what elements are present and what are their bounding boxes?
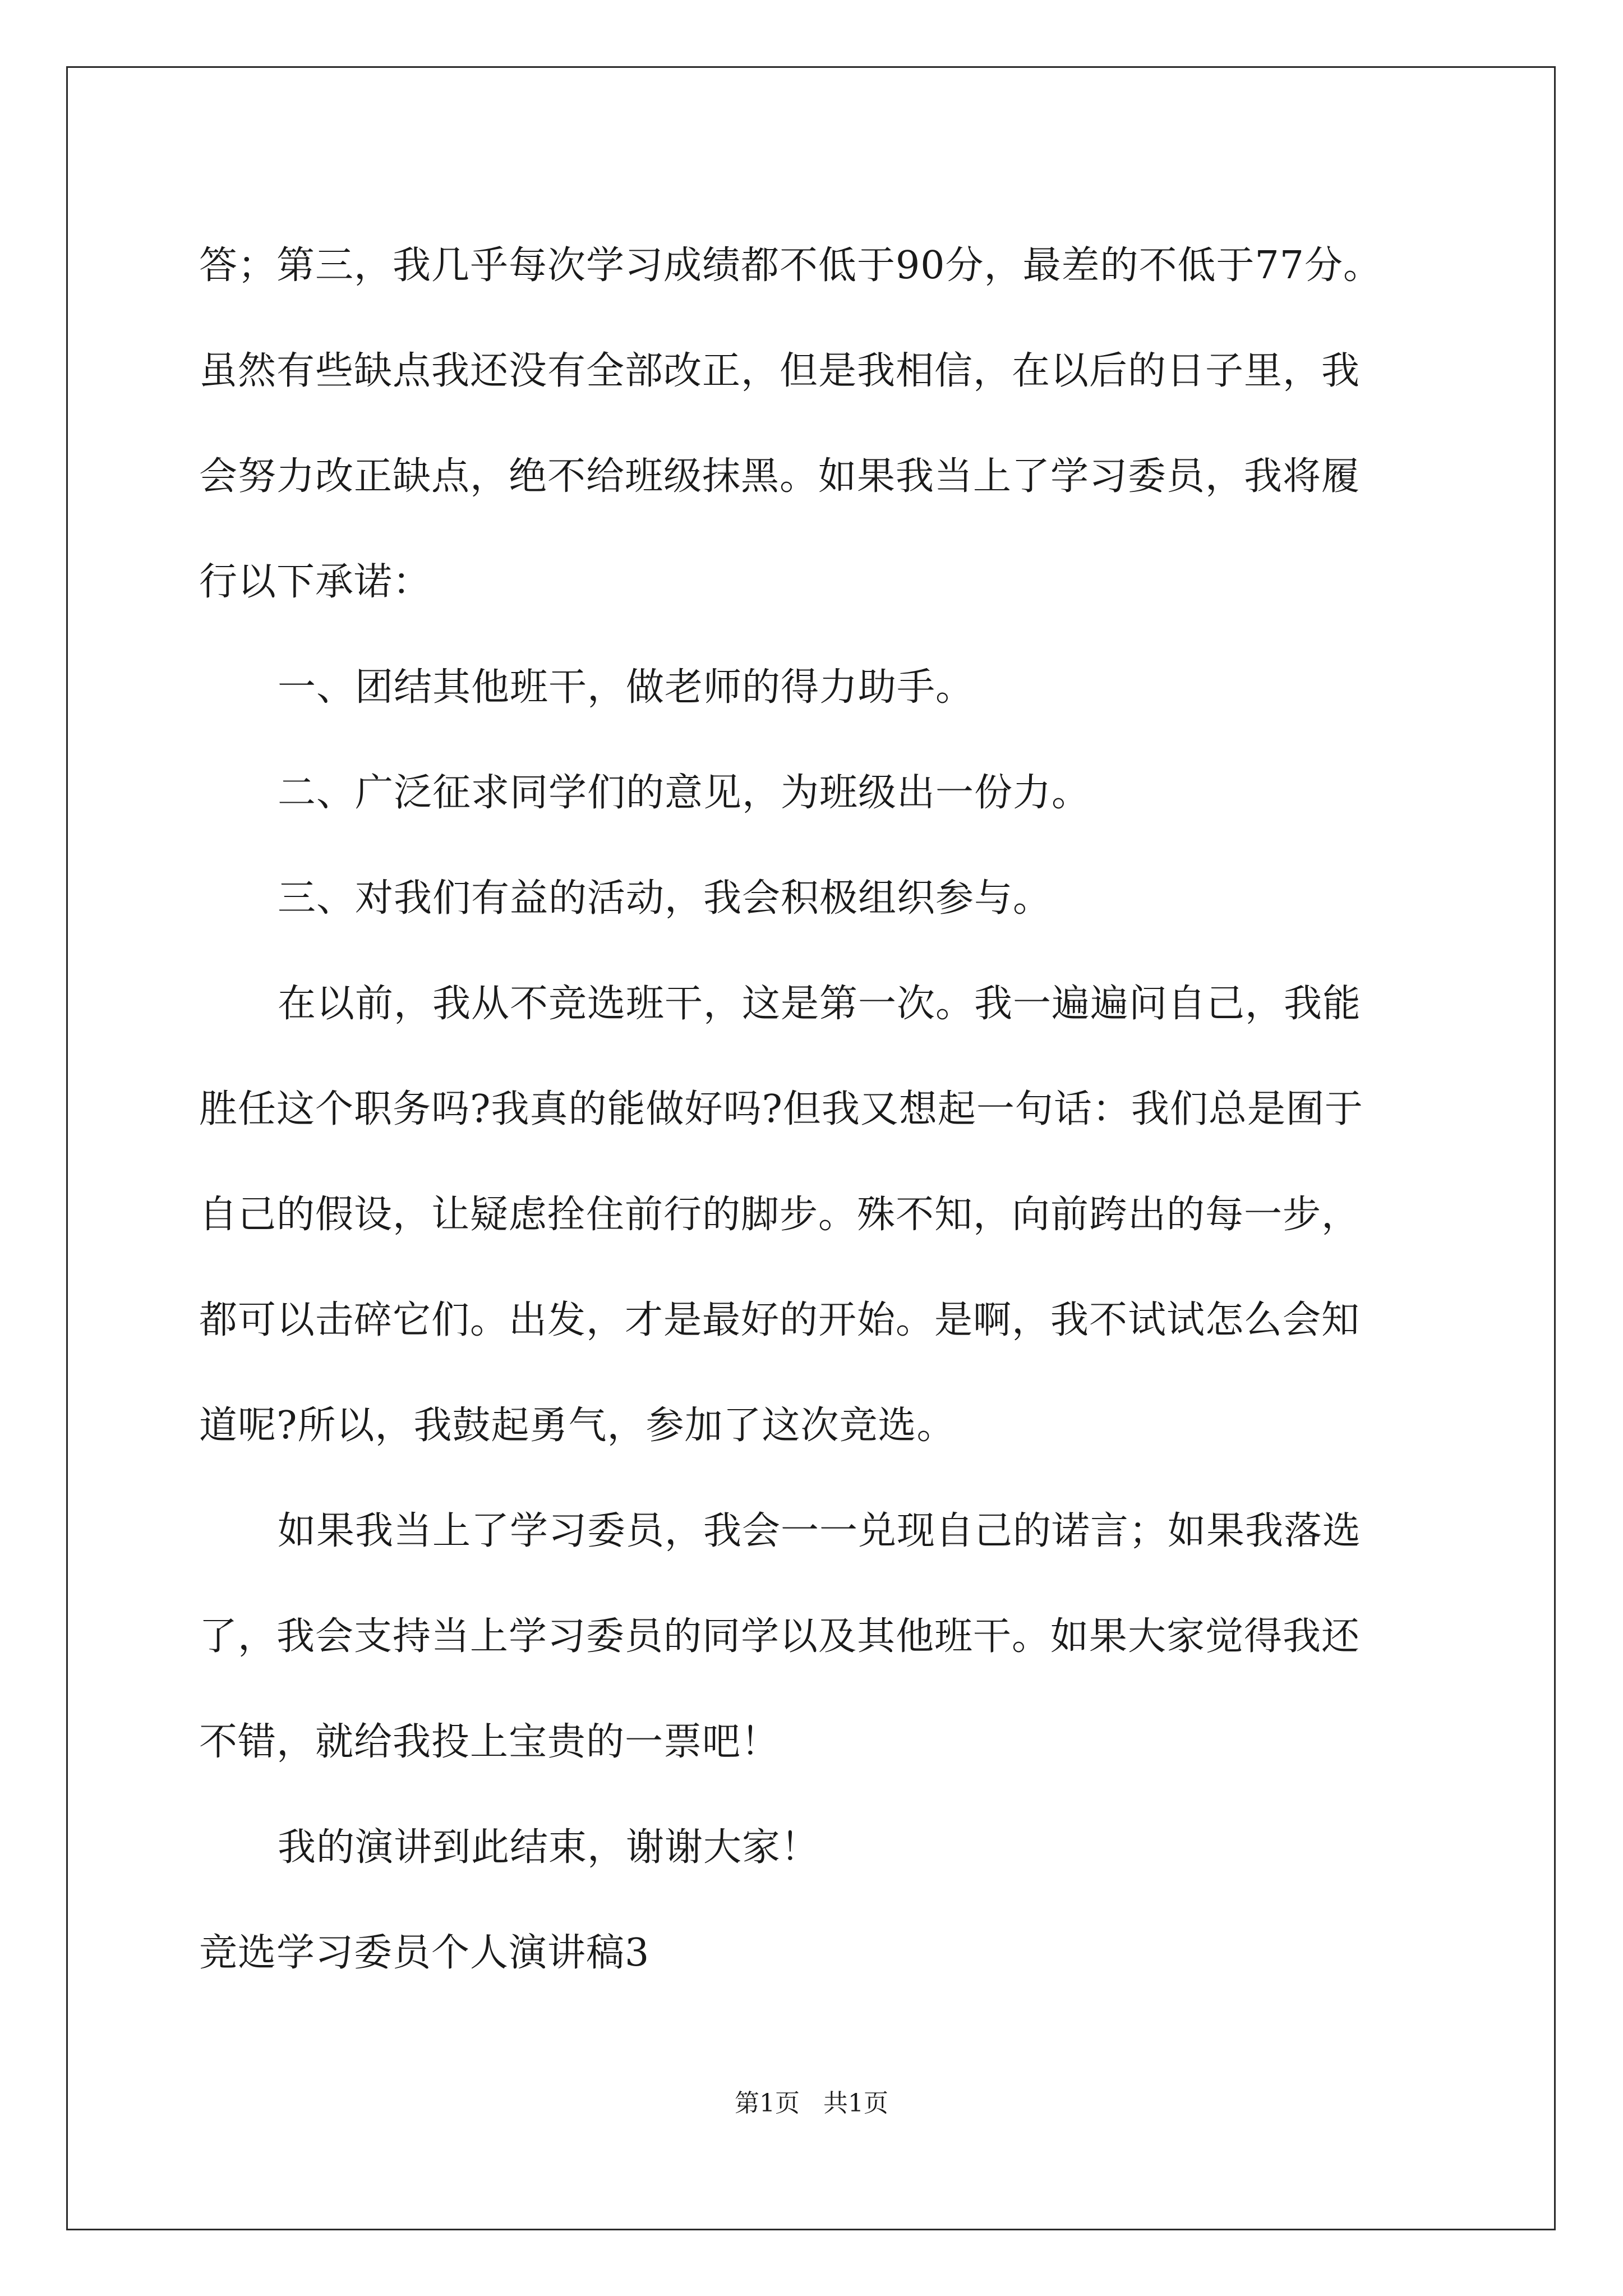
text-line: 我的演讲到此结束，谢谢大家！ [278,1825,820,1870]
text-line: 如果我当上了学习委员，我会一一兑现自己的诺言；如果我落选 [278,1509,1362,1553]
text-line: 行以下承诺： [199,560,432,604]
text-line: 会努力改正缺点，绝不给班级抹黑。如果我当上了学习委员，我将履 [199,454,1361,499]
text-line: 胜任这个职务吗?我真的能做好吗?但我又想起一句话：我们总是囿于 [199,1087,1363,1131]
text-line: 了，我会支持当上学习委员的同学以及其他班干。如果大家觉得我还 [199,1614,1361,1659]
document-body [199,213,1433,2006]
text-line: 自己的假设，让疑虑拴住前行的脚步。殊不知，向前跨出的每一步， [199,1193,1361,1237]
text-line: 二、广泛征求同学们的意见，为班级出一份力。 [278,771,1091,815]
text-line: 都可以击碎它们。出发，才是最好的开始。是啊，我不试试怎么会知 [199,1298,1361,1342]
text-line: 虽然有些缺点我还没有全部改正，但是我相信，在以后的日子里，我 [199,349,1361,393]
text-line: 不错，就给我投上宝贵的一票吧！ [199,1720,780,1764]
text-line: 在以前，我从不竞选班干，这是第一次。我一遍遍问自己，我能 [278,982,1362,1026]
text-line: 道呢?所以，我鼓起勇气，参加了这次竞选。 [199,1404,956,1448]
page-footer: 第1页 共1页 [735,2089,888,2118]
text-line: 三、对我们有益的活动，我会积极组织参与。 [278,876,1052,921]
section-heading: 竞选学习委员个人演讲稿3 [199,1931,650,1975]
text-line: 一、团结其他班干，做老师的得力助手。 [278,665,975,710]
text-line: 答；第三，我几乎每次学习成绩都不低于90分，最差的不低于77分。 [199,243,1382,288]
